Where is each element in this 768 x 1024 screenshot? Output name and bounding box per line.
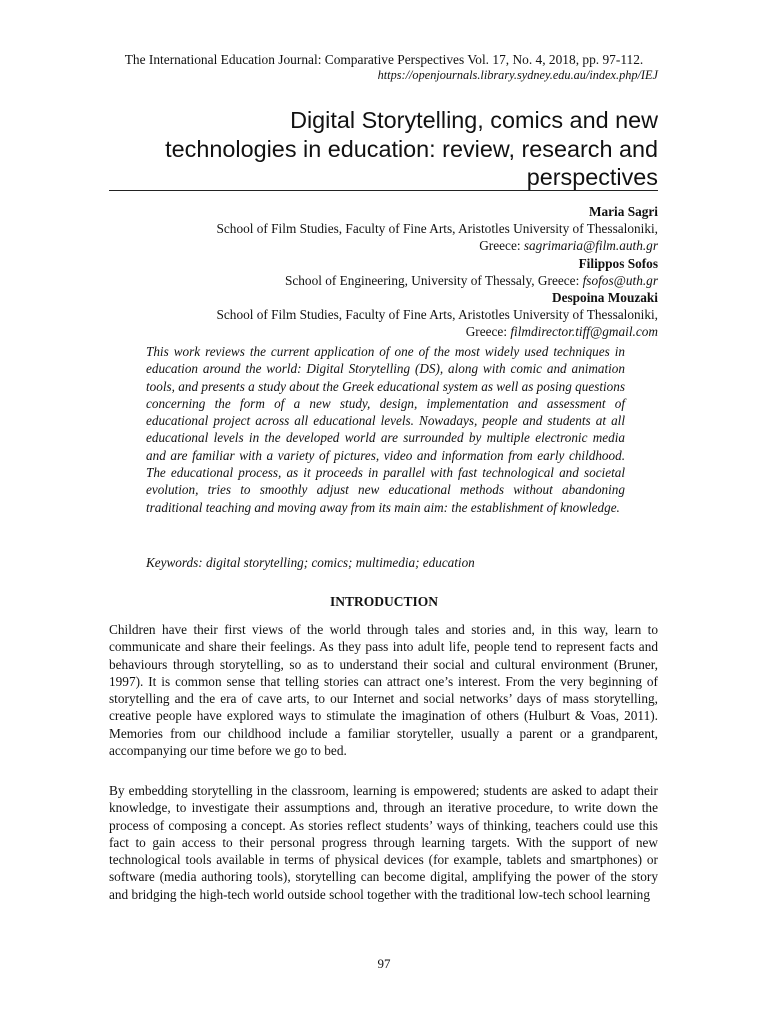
author-contact <box>98 237 658 254</box>
page-number: 97 <box>377 956 391 971</box>
author-affiliation <box>98 272 658 289</box>
author-affiliation: School of Film Studies, Faculty of Fine Arts, Aristotles University of Thessaloniki, <box>216 221 658 237</box>
title-divider <box>109 190 658 191</box>
author-affiliation: School of Film Studies, Faculty of Fine Arts, Aristotles University of Thessaloniki, <box>216 307 658 323</box>
author-block <box>98 203 658 341</box>
author-name: Despoina Mouzaki <box>551 290 658 306</box>
journal-citation: The International Education Journal: Comparative Perspectives Vol. 17, No. 4, 2018, pp. 97-112. <box>124 52 644 67</box>
author-email-link[interactable]: sagrimaria@film.auth.gr <box>523 238 658 254</box>
affiliation-text: School of Engineering, University of Thessaly, Greece: <box>284 272 583 288</box>
body-paragraph: By embedding storytelling in the classroom, learning is empowered; students are asked to adapt their knowledge, to investigate their assumptions and, through an iterative procedure, to write down the process of composing a concept. As stories reflect students’ ways of thinking, teachers could use this fact to gain access to their personal progress through learning targets. With the support of new technological tools available in terms of physical devices (for example, tablets and smartphones) or software (media authoring tools), storytelling can become digital, amplifying the power of the story and bridging the high-tech world outside school together with the traditional low-tech school learning <box>109 783 658 902</box>
author-email-link[interactable]: filmdirector.tiff@gmail.com <box>510 324 658 340</box>
country-prefix: Greece: <box>479 238 524 254</box>
body-paragraph: Children have their first views of the world through tales and stories and, in this way, learn to communicate and share their feelings. As they pass into adult life, people tend to represent facts and behaviours through storytelling, so as to understand their social and cultural environment (Bruner, 1997). It is common sense that telling stories can attract one’s interest. From the very beginning of storytelling and the era of cave arts, to our Internet and social networks’ days of mass storytelling, creative people have explored ways to stimulate the imagination of others (Hulburt & Voas, 2011). Memories from our childhood include a familiar storyteller, usually a parent or a grandparent, accompanying our time before we go to bed. <box>109 622 658 759</box>
author-email-link[interactable]: fsofos@uth.gr <box>582 272 658 288</box>
title-line: technologies in education: review, research and <box>165 135 658 162</box>
journal-url-link[interactable]: https://openjournals.library.sydney.edu.au/index.php/IEJ <box>377 68 658 82</box>
paper-title <box>98 106 658 192</box>
author-name: Filippos Sofos <box>578 255 658 271</box>
author-contact <box>98 323 658 340</box>
title-line: perspectives <box>526 164 658 190</box>
author-name: Maria Sagri <box>588 204 658 219</box>
title-line: Digital Storytelling, comics and new <box>290 107 658 133</box>
keywords-line: Keywords: digital storytelling; comics; multimedia; education <box>146 555 475 570</box>
section-heading: INTRODUCTION <box>329 594 438 609</box>
country-prefix: Greece: <box>465 324 511 340</box>
abstract-text: This work reviews the current application of one of the most widely used techniques in education around the world: Digital Storytelling (DS), along with comic and animation tools, and presents a study about the Greek educational system as well as posing questions concerning the form of a new study, design, implementation and assessment of educational project across all educational levels. Nowadays, people and students at all educational levels in the developed world are surrounded by multiple electronic media and are familiar with a variety of pictures, video and information from early childhood. The educational process, as it proceeds in parallel with fast technological and societal evolution, tries to smoothly adjust new educational methods without abandoning traditional teaching and moving away from its main aim: the establishment of knowledge. <box>146 344 625 515</box>
